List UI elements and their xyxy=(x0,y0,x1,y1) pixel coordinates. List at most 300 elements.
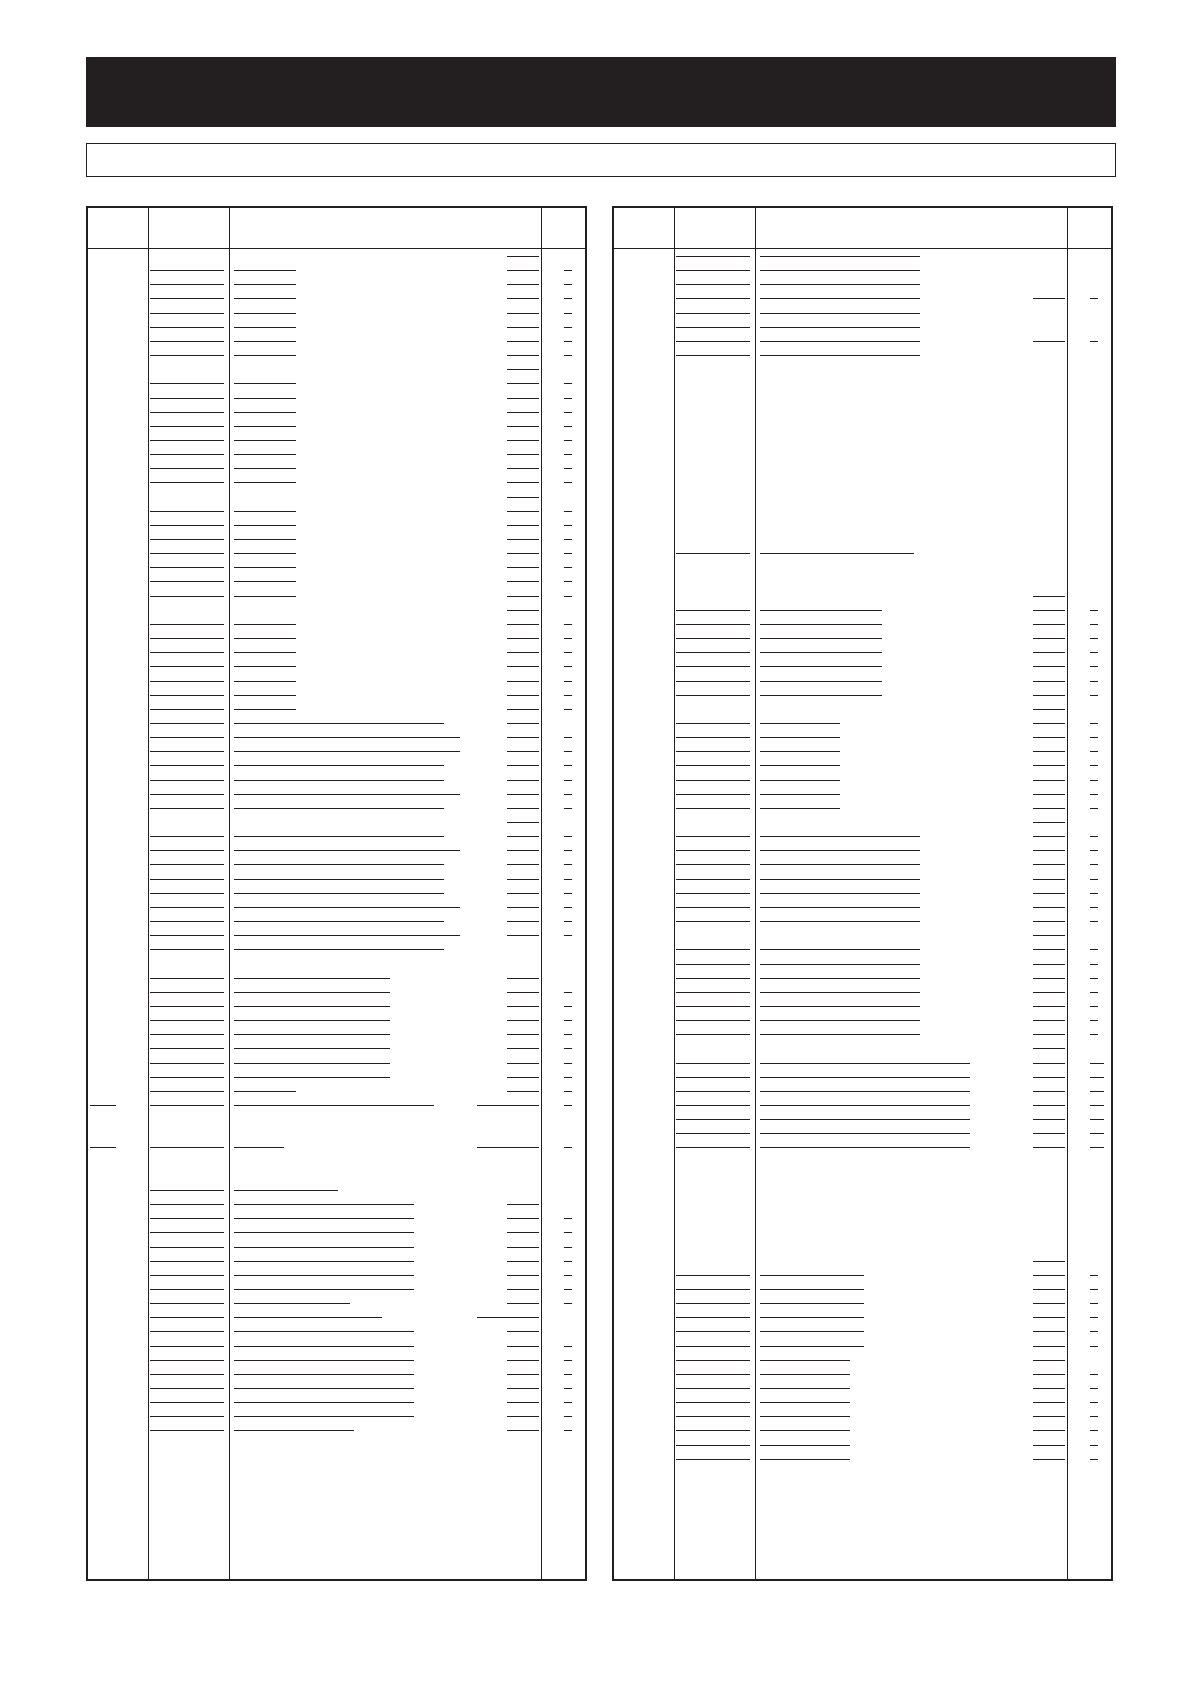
mark-blank-line xyxy=(564,1289,572,1290)
qty-blank-line xyxy=(1033,1034,1065,1035)
mark-blank-line xyxy=(1090,949,1098,950)
qty-blank-line xyxy=(507,298,539,299)
mark-blank-line xyxy=(564,284,572,285)
mark-blank-line xyxy=(1090,893,1098,894)
mark-blank-line xyxy=(564,1430,572,1431)
description-blank-line xyxy=(760,553,914,554)
table-row xyxy=(88,737,585,738)
ref-blank-line xyxy=(150,1360,224,1361)
table-row xyxy=(88,1006,585,1007)
ref-blank-line xyxy=(150,836,224,837)
mark-blank-line xyxy=(564,1388,572,1389)
qty-blank-line xyxy=(507,1034,539,1035)
description-blank-line xyxy=(234,1289,414,1290)
description-blank-line xyxy=(234,1063,390,1064)
qty-blank-line xyxy=(1033,850,1065,851)
mark-blank-line xyxy=(564,567,572,568)
qty-blank-line xyxy=(1033,935,1065,936)
mark-blank-line xyxy=(1090,610,1098,611)
qty-blank-line xyxy=(507,737,539,738)
ref-blank-line xyxy=(676,638,750,639)
ref-blank-line xyxy=(150,1218,224,1219)
qty-blank-line xyxy=(507,638,539,639)
mark-blank-line xyxy=(1090,1034,1098,1035)
mark-blank-line xyxy=(564,709,572,710)
mark-blank-line xyxy=(1090,1147,1104,1148)
mark-blank-line xyxy=(1090,1388,1098,1389)
table-row xyxy=(614,921,1111,922)
mark-blank-line xyxy=(564,1218,572,1219)
description-blank-line xyxy=(760,1402,850,1403)
table-row xyxy=(614,581,1111,582)
table-row xyxy=(614,1218,1111,1219)
qty-blank-line xyxy=(1033,864,1065,865)
qty-blank-line xyxy=(1033,1063,1065,1064)
qty-blank-line xyxy=(1033,1133,1065,1134)
qty-blank-line xyxy=(1033,1459,1065,1460)
qty-blank-line xyxy=(507,1388,539,1389)
table-row xyxy=(88,398,585,399)
table-row xyxy=(614,355,1111,356)
table-row xyxy=(614,412,1111,413)
qty-blank-line xyxy=(507,511,539,512)
description-blank-line xyxy=(234,454,296,455)
qty-blank-line xyxy=(1033,652,1065,653)
table-row xyxy=(88,1119,585,1120)
table-row xyxy=(614,964,1111,965)
ref-blank-line xyxy=(150,298,224,299)
ref-blank-line xyxy=(150,850,224,851)
qty-blank-line xyxy=(507,751,539,752)
ref-blank-line xyxy=(676,256,750,257)
table-row xyxy=(614,468,1111,469)
mark-blank-line xyxy=(564,270,572,271)
qty-blank-line xyxy=(507,1063,539,1064)
mark-blank-line xyxy=(1090,907,1098,908)
table-row xyxy=(614,369,1111,370)
table-row xyxy=(614,482,1111,483)
mark-blank-line xyxy=(1090,1430,1098,1431)
ref-blank-line xyxy=(676,949,750,950)
mark-blank-line xyxy=(1090,794,1098,795)
description-blank-line xyxy=(760,1430,850,1431)
qty-blank-line xyxy=(507,1020,539,1021)
table-row xyxy=(88,1091,585,1092)
ref-blank-line xyxy=(676,1388,750,1389)
table-row xyxy=(614,666,1111,667)
ref-blank-line xyxy=(676,270,750,271)
mark-blank-line xyxy=(1090,1374,1098,1375)
mark-blank-line xyxy=(564,1402,572,1403)
ref-blank-line xyxy=(150,1374,224,1375)
mark-blank-line xyxy=(1090,1303,1098,1304)
table-row xyxy=(614,1091,1111,1092)
mark-blank-line xyxy=(1090,1006,1098,1007)
qty-blank-line xyxy=(1033,765,1065,766)
mark-blank-line xyxy=(1090,624,1098,625)
description-blank-line xyxy=(760,1077,970,1078)
table-row xyxy=(88,1204,585,1205)
qty-blank-line xyxy=(1033,1430,1065,1431)
qty-blank-line xyxy=(1033,681,1065,682)
qty-blank-line xyxy=(1033,964,1065,965)
description-blank-line xyxy=(760,1331,864,1332)
ref-blank-line xyxy=(676,723,750,724)
ref-blank-line xyxy=(676,1020,750,1021)
table-row xyxy=(88,1162,585,1163)
qty-blank-line xyxy=(507,284,539,285)
table-row xyxy=(614,1020,1111,1021)
table-row xyxy=(88,765,585,766)
description-blank-line xyxy=(234,1331,414,1332)
table-row xyxy=(614,398,1111,399)
qty-blank-line xyxy=(507,270,539,271)
description-blank-line xyxy=(760,737,840,738)
description-blank-line xyxy=(760,921,920,922)
description-blank-line xyxy=(760,1360,850,1361)
table-row xyxy=(88,1077,585,1078)
table-row xyxy=(88,581,585,582)
table-row xyxy=(88,567,585,568)
description-blank-line xyxy=(760,978,920,979)
qty-blank-line xyxy=(507,567,539,568)
ref-blank-line xyxy=(150,864,224,865)
ref-blank-line xyxy=(150,341,224,342)
table-row xyxy=(88,709,585,710)
description-blank-line xyxy=(760,1445,850,1446)
ref-blank-line xyxy=(676,1077,750,1078)
table-row xyxy=(88,1176,585,1177)
description-blank-line xyxy=(234,398,296,399)
table-row xyxy=(614,1232,1111,1233)
ref-blank-line xyxy=(150,1317,224,1318)
mark-blank-line xyxy=(564,921,572,922)
mark-blank-line xyxy=(1090,341,1098,342)
table-row xyxy=(88,1133,585,1134)
mark-blank-line xyxy=(564,1360,572,1361)
table-row xyxy=(88,964,585,965)
table-row xyxy=(88,412,585,413)
ref-blank-line xyxy=(150,1105,224,1106)
description-blank-line xyxy=(234,836,444,837)
description-blank-line xyxy=(234,624,296,625)
table-row xyxy=(88,1261,585,1262)
description-blank-line xyxy=(760,794,840,795)
table-row xyxy=(88,864,585,865)
mark-blank-line xyxy=(564,1147,572,1148)
description-blank-line xyxy=(760,1346,864,1347)
qty-blank-line xyxy=(507,1232,539,1233)
table-row xyxy=(88,1190,585,1191)
table-row xyxy=(614,454,1111,455)
ref-blank-line xyxy=(676,794,750,795)
table-row xyxy=(88,1388,585,1389)
ref-blank-line xyxy=(676,355,750,356)
mark-blank-line xyxy=(564,298,572,299)
ref-blank-line xyxy=(676,327,750,328)
parts-list-table-left xyxy=(86,206,587,1581)
ref-blank-line xyxy=(150,1232,224,1233)
mark-blank-line xyxy=(1090,1133,1104,1134)
ref-blank-line xyxy=(150,1430,224,1431)
table-row xyxy=(614,1346,1111,1347)
ref-blank-line xyxy=(676,624,750,625)
description-blank-line xyxy=(234,313,296,314)
mark-blank-line xyxy=(564,1020,572,1021)
table-row xyxy=(88,256,585,257)
table-row xyxy=(88,1275,585,1276)
qty-blank-line xyxy=(1033,794,1065,795)
table-row xyxy=(614,1063,1111,1064)
table-row xyxy=(614,1006,1111,1007)
qty-blank-line xyxy=(507,1331,539,1332)
ref-blank-line xyxy=(150,596,224,597)
table-row xyxy=(88,879,585,880)
qty-blank-line xyxy=(507,539,539,540)
qty-blank-line xyxy=(507,440,539,441)
table-row xyxy=(614,1317,1111,1318)
qty-blank-line xyxy=(1033,624,1065,625)
qty-blank-line xyxy=(1033,709,1065,710)
ref-blank-line xyxy=(150,1346,224,1347)
ref-blank-line xyxy=(150,1190,224,1191)
table-row xyxy=(614,765,1111,766)
ref-blank-line xyxy=(150,482,224,483)
qty-blank-line xyxy=(507,624,539,625)
ref-blank-line xyxy=(150,398,224,399)
qty-blank-line xyxy=(507,1204,539,1205)
ref-blank-line xyxy=(676,1459,750,1460)
description-blank-line xyxy=(234,567,296,568)
ref-blank-line xyxy=(150,1275,224,1276)
ref-blank-line xyxy=(676,1119,750,1120)
description-blank-line xyxy=(760,765,840,766)
mark-blank-line xyxy=(564,1261,572,1262)
ref-blank-line xyxy=(150,737,224,738)
qty-blank-line xyxy=(507,850,539,851)
description-blank-line xyxy=(760,652,882,653)
description-blank-line xyxy=(760,638,882,639)
table-row xyxy=(88,1232,585,1233)
mark-blank-line xyxy=(1090,850,1098,851)
ref-blank-line xyxy=(150,1063,224,1064)
table-row xyxy=(614,567,1111,568)
mark-blank-line xyxy=(1090,1402,1098,1403)
description-blank-line xyxy=(234,1303,350,1304)
table-row xyxy=(614,256,1111,257)
ref-blank-line xyxy=(150,780,224,781)
qty-blank-line xyxy=(1033,992,1065,993)
ref-blank-line xyxy=(676,765,750,766)
ref-blank-line xyxy=(150,1247,224,1248)
ref-blank-line xyxy=(150,765,224,766)
mark-blank-line xyxy=(564,652,572,653)
qty-blank-line xyxy=(1033,1331,1065,1332)
mark-blank-line xyxy=(564,596,572,597)
ref-blank-line xyxy=(150,1006,224,1007)
description-blank-line xyxy=(234,581,296,582)
description-blank-line xyxy=(234,992,390,993)
description-blank-line xyxy=(760,1147,970,1148)
table-row xyxy=(88,525,585,526)
qty-blank-line xyxy=(507,1091,539,1092)
mark-blank-line xyxy=(1090,751,1098,752)
table-row xyxy=(88,836,585,837)
table-row xyxy=(614,652,1111,653)
table-row xyxy=(614,1445,1111,1446)
mark-blank-line xyxy=(564,482,572,483)
table-row xyxy=(88,1048,585,1049)
qty-blank-line xyxy=(507,1275,539,1276)
ref-blank-line xyxy=(676,313,750,314)
ref-blank-line xyxy=(676,964,750,965)
qty-blank-line xyxy=(507,581,539,582)
table-row xyxy=(614,426,1111,427)
table-row xyxy=(614,907,1111,908)
description-blank-line xyxy=(760,313,920,314)
ref-blank-line xyxy=(150,794,224,795)
mark-blank-line xyxy=(564,808,572,809)
mark-blank-line xyxy=(564,780,572,781)
ref-blank-line xyxy=(150,695,224,696)
qty-blank-line xyxy=(507,836,539,837)
qty-blank-line xyxy=(1033,1416,1065,1417)
qty-blank-line xyxy=(507,1430,539,1431)
table-row xyxy=(614,1388,1111,1389)
mark-blank-line xyxy=(564,468,572,469)
qty-blank-line xyxy=(1033,723,1065,724)
description-blank-line xyxy=(234,525,296,526)
ref-blank-line xyxy=(150,426,224,427)
description-blank-line xyxy=(760,1388,850,1389)
ref-blank-line xyxy=(150,440,224,441)
qty-blank-line xyxy=(507,610,539,611)
mark-blank-line xyxy=(564,539,572,540)
description-blank-line xyxy=(760,1133,970,1134)
qty-blank-line xyxy=(507,383,539,384)
mark-blank-line xyxy=(1090,1077,1104,1078)
mark-blank-line xyxy=(1090,1416,1098,1417)
mark-blank-line xyxy=(1090,1119,1104,1120)
qty-blank-line xyxy=(507,369,539,370)
description-blank-line xyxy=(760,751,840,752)
description-blank-line xyxy=(234,1006,390,1007)
mark-blank-line xyxy=(564,383,572,384)
table-row xyxy=(88,1147,585,1148)
description-blank-line xyxy=(760,695,882,696)
qty-blank-line xyxy=(1033,341,1065,342)
qty-blank-line xyxy=(507,652,539,653)
qty-blank-line xyxy=(1033,737,1065,738)
qty-blank-line xyxy=(1033,1346,1065,1347)
table-row xyxy=(614,313,1111,314)
ref-blank-line xyxy=(150,1034,224,1035)
description-blank-line xyxy=(234,482,296,483)
qty-blank-line xyxy=(507,313,539,314)
description-blank-line xyxy=(234,1416,414,1417)
description-blank-line xyxy=(234,1218,414,1219)
description-blank-line xyxy=(234,1430,354,1431)
description-blank-line xyxy=(760,992,920,993)
table-row xyxy=(88,313,585,314)
ref-blank-line xyxy=(150,1388,224,1389)
mark-blank-line xyxy=(564,426,572,427)
qty-blank-line xyxy=(1033,1275,1065,1276)
description-blank-line xyxy=(234,270,296,271)
description-blank-line xyxy=(760,327,920,328)
description-blank-line xyxy=(760,341,920,342)
qty-blank-line xyxy=(1033,1289,1065,1290)
qty-blank-line xyxy=(1033,1303,1065,1304)
ref-blank-line xyxy=(150,539,224,540)
table-row xyxy=(614,681,1111,682)
qty-blank-line xyxy=(1033,596,1065,597)
qty-blank-line xyxy=(1033,907,1065,908)
table-row xyxy=(614,1289,1111,1290)
qty-blank-line xyxy=(1033,921,1065,922)
ref-blank-line xyxy=(150,666,224,667)
table-row xyxy=(614,497,1111,498)
table-row xyxy=(88,369,585,370)
qty-blank-line xyxy=(1033,1402,1065,1403)
description-blank-line xyxy=(760,1034,920,1035)
description-blank-line xyxy=(234,1091,296,1092)
ref-blank-line xyxy=(150,1331,224,1332)
qty-blank-line xyxy=(1033,298,1065,299)
mark-blank-line xyxy=(1090,1275,1098,1276)
description-blank-line xyxy=(234,1388,414,1389)
table-row xyxy=(614,638,1111,639)
ref-blank-line xyxy=(150,907,224,908)
mark-blank-line xyxy=(564,638,572,639)
table-row xyxy=(614,1105,1111,1106)
table-row xyxy=(88,440,585,441)
qty-blank-line xyxy=(1033,949,1065,950)
qty-blank-line xyxy=(507,341,539,342)
mark-blank-line xyxy=(564,879,572,880)
qty-blank-line xyxy=(507,553,539,554)
ref-blank-line xyxy=(150,808,224,809)
ref-blank-line xyxy=(150,652,224,653)
qty-blank-line xyxy=(507,497,539,498)
table-row xyxy=(614,511,1111,512)
description-blank-line xyxy=(234,638,296,639)
mark-blank-line xyxy=(564,666,572,667)
ref-blank-line xyxy=(676,1303,750,1304)
qty-blank-line xyxy=(507,765,539,766)
description-blank-line xyxy=(234,341,296,342)
mark-blank-line xyxy=(564,327,572,328)
table-row xyxy=(88,850,585,851)
qty-blank-line xyxy=(507,398,539,399)
ref-blank-line xyxy=(150,638,224,639)
mark-blank-line xyxy=(564,1048,572,1049)
description-blank-line xyxy=(234,921,444,922)
description-blank-line xyxy=(234,765,444,766)
qty-blank-line xyxy=(1033,1105,1065,1106)
no-blank-line xyxy=(90,1105,116,1106)
mark-blank-line xyxy=(1090,737,1098,738)
ref-blank-line xyxy=(676,1402,750,1403)
mark-blank-line xyxy=(1090,921,1098,922)
table-row xyxy=(614,1176,1111,1177)
qty-blank-line xyxy=(507,482,539,483)
description-blank-line xyxy=(760,1459,850,1460)
ref-blank-line xyxy=(676,1133,750,1134)
mark-blank-line xyxy=(564,992,572,993)
description-blank-line xyxy=(234,652,296,653)
table-row xyxy=(614,1077,1111,1078)
